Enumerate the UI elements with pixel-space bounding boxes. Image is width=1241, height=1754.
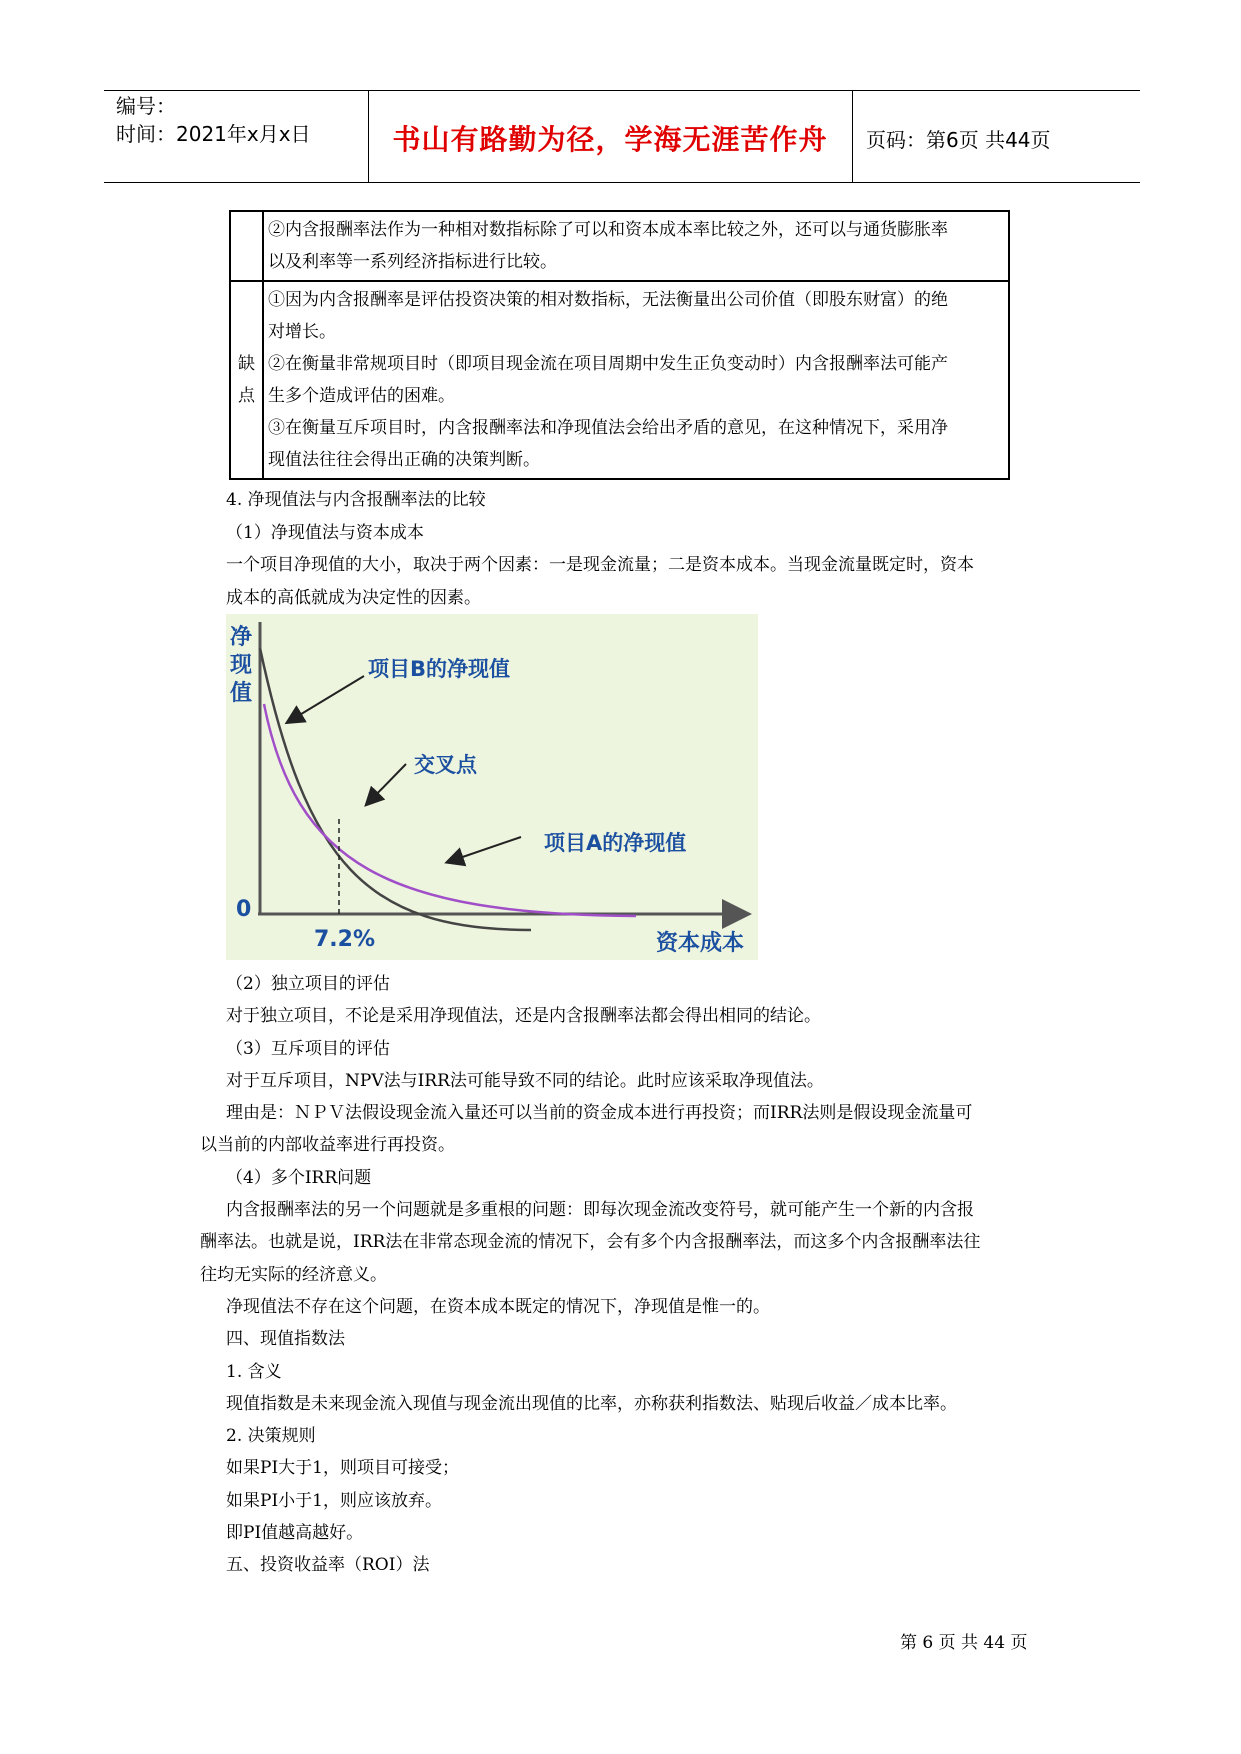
header-meta (116, 92, 311, 148)
project-b-npv-curve (260, 648, 531, 930)
rule-line: 即PI值越高越好。 (226, 1523, 364, 1544)
crossover-annotation: 交叉点 (414, 753, 477, 777)
text-line: 生多个造成评估的困难。 (268, 386, 455, 406)
sub-heading: （1）净现值法与资本成本 (226, 522, 424, 543)
y-axis-label-char: 现 (230, 653, 253, 678)
text-line: 以及利率等一系列经济指标进行比较。 (268, 252, 557, 272)
section-heading: 五、投资收益率（ROI）法 (226, 1555, 430, 1576)
irr-pros-cons-table (229, 210, 1010, 480)
x-axis-label: 资本成本 (656, 931, 745, 956)
table-row (230, 281, 1009, 479)
paragraph: 净现值法不存在这个问题，在资本成本既定的情况下，净现值是惟一的。 (226, 1296, 770, 1317)
text-line: 现值法往往会得出正确的决策判断。 (268, 450, 540, 470)
crossover-rate-label: 7.2% (314, 927, 376, 952)
origin-label: 0 (236, 897, 252, 922)
project-a-npv-curve (264, 704, 636, 916)
paragraph: 现值指数是未来现金流入现值与现金流出现值的比率，亦称获利指数法、贴现后收益／成本比率。 (226, 1393, 957, 1414)
label-char: 点 (238, 386, 255, 406)
text-line: ②内含报酬率法作为一种相对数指标除了可以和资本成本率比较之外，还可以与通货膨胀率 (268, 220, 948, 240)
arrow-to-crossover (367, 764, 406, 804)
serial-label: 编号： (116, 94, 176, 118)
y-axis-label-char: 值 (230, 681, 253, 706)
text-line: 对增长。 (268, 322, 336, 342)
paragraph-line: 一个项目净现值的大小，取决于两个因素：一是现金流量；二是资本成本。当现金流量既定时，资本 (226, 555, 974, 575)
npv-profile-figure (226, 614, 758, 960)
paragraph-line: 以当前的内部收益率进行再投资。 (200, 1135, 455, 1156)
text-line: ①因为内含报酬率是评估投资决策的相对数指标，无法衡量出公司价值（即股东财富）的绝 (268, 290, 948, 310)
paragraph: 对于互斥项目，NPV法与IRR法可能导致不同的结论。此时应该采取净现值法。 (226, 1070, 824, 1091)
header-motto: 书山有路勤为径，学海无涯苦作舟 (392, 123, 828, 156)
paragraph-line: 内含报酬率法的另一个问题就是多重根的问题：即每次现金流改变符号，就可能产生一个新的内含报 (226, 1200, 974, 1221)
row-label (230, 211, 263, 281)
project-b-annotation: 项目B的净现值 (368, 657, 511, 681)
text-line: ②在衡量非常规项目时（即项目现金流在项目周期中发生正负变动时）内含报酬率法可能产 (268, 354, 948, 374)
time-label: 时间：2021年x月x日 (116, 122, 311, 146)
paragraph-line: 往均无实际的经济意义。 (200, 1264, 387, 1285)
row-content (263, 281, 1009, 479)
section-heading: 四、现值指数法 (226, 1329, 345, 1350)
body-continued (200, 968, 1056, 1582)
arrow-to-b (288, 676, 364, 722)
section-heading: 4. 净现值法与内含报酬率法的比较 (226, 490, 486, 510)
sub-heading: （3）互斥项目的评估 (226, 1038, 390, 1059)
sub-heading: 2. 决策规则 (226, 1426, 316, 1447)
rule-line: 如果PI小于1，则应该放弃。 (226, 1490, 442, 1511)
sub-heading: （2）独立项目的评估 (226, 974, 390, 994)
y-axis-label-char: 净 (230, 625, 253, 650)
paragraph: 对于独立项目，不论是采用净现值法，还是内含报酬率法都会得出相同的结论。 (226, 1006, 821, 1027)
header-top-rule (104, 90, 1140, 91)
label-char: 缺 (238, 354, 255, 374)
text-line: ③在衡量互斥项目时，内含报酬率法和净现值法会给出矛盾的意见，在这种情况下，采用净 (268, 418, 948, 438)
header-page-label: 页码：第6页 共44页 (866, 128, 1051, 152)
row-label-disadvantages (230, 281, 263, 479)
project-a-annotation: 项目A的净现值 (544, 831, 687, 855)
header-divider-left (368, 90, 369, 182)
footer-page-number: 第 6 页 共 44 页 (900, 1633, 1028, 1653)
rule-line: 如果PI大于1，则项目可接受； (226, 1458, 459, 1479)
paragraph-line: 成本的高低就成为决定性的因素。 (226, 587, 481, 608)
header-bottom-rule (104, 182, 1140, 183)
header-divider-right (852, 90, 853, 182)
table-row (230, 211, 1009, 281)
row-content (263, 211, 1009, 281)
sub-heading: 1. 含义 (226, 1361, 282, 1382)
sub-heading: （4）多个IRR问题 (226, 1167, 372, 1188)
paragraph-line: 理由是：ＮＰＶ法假设现金流入量还可以当前的资金成本进行再投资；而IRR法则是假设现金流量可 (226, 1103, 973, 1124)
paragraph-line: 酬率法。也就是说，IRR法在非常态现金流的情况下，会有多个内含报酬率法，而这多个内含报酬率法往 (200, 1232, 981, 1253)
section-4-intro (226, 484, 1056, 614)
npv-profile-svg (226, 614, 758, 960)
arrow-to-a (448, 837, 521, 862)
